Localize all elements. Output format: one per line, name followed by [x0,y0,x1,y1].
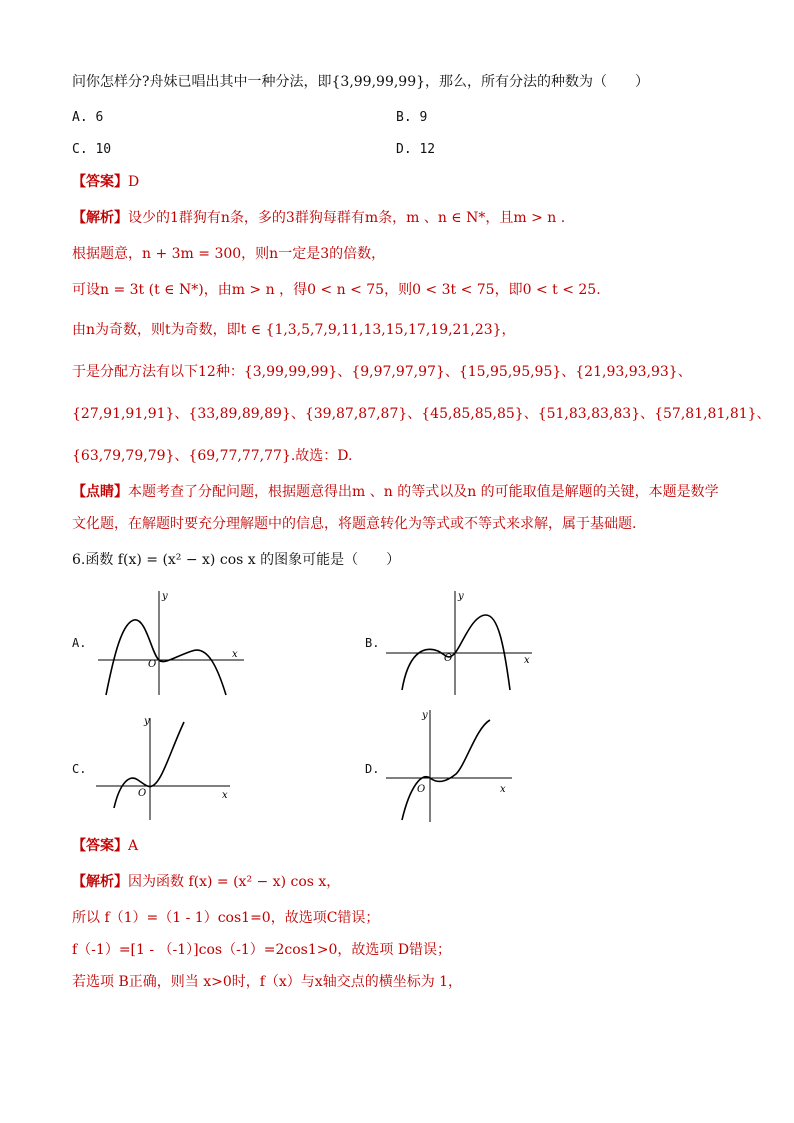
graph-b [382,585,542,697]
q5-option-d: D. 12 [396,142,436,157]
comment-label: 【点睛】 [72,484,128,500]
analysis-label: 【解析】 [72,874,128,890]
y-axis-label: y [422,710,428,721]
q5-analysis-line-4: 由n为奇数，则t为奇数，即t ∈ {1,3,5,7,9,11,13,15,17,19,21,23}， [72,322,516,338]
answer-label: 【答案】 [72,838,128,854]
q5-answer [72,172,139,192]
graph-d [384,706,519,824]
q6-analysis-line-3: f（-1）=[1 - （-1）]cos（-1）=2cos1>0，故选项 D错误； [72,942,452,958]
q5-analysis-line-5: 于是分配方法有以下12种：{3,99,99,99}、{9,97,97,97}、{15,95,95,95}、{21,93,93,93}、 [72,364,692,380]
q6-stem: 6.函数 f(x) = (x² − x) cos x 的图象可能是（ ） [72,552,401,568]
y-axis-label: y [458,591,464,602]
x-axis-label: x [500,784,506,795]
x-axis-label: x [232,649,238,660]
graph-a-label: A. [72,636,87,650]
q5-comment-line-2: 文化题，在解题时要充分理解题中的信息，将题意转化为等式或不等式来求解，属于基础题. [72,516,637,532]
q5-option-a: A. 6 [72,110,104,125]
x-axis-label: x [222,790,228,801]
graph-c [92,712,237,822]
y-axis-label: y [162,591,168,602]
q6-answer [72,836,138,856]
q5-comment-line-1 [72,482,719,502]
graph-d-label: D. [365,762,380,776]
q5-analysis-line-2: 根据题意，n + 3m = 300，则n一定是3的倍数， [72,246,386,262]
origin-label: O [444,653,453,664]
q6-analysis-line-2: 所以 f（1）=（1 - 1）cos1=0，故选项C错误； [72,910,380,926]
q5-stem: 问你怎样分?舟妹已唱出其中一种分法，即{3,99,99,99}，那么，所有分法的种数为（ ） [72,74,650,90]
origin-label: O [138,788,147,799]
q6-analysis-line-1 [72,872,340,892]
comment-text: 本题考查了分配问题，根据题意得出m 、n 的等式以及n 的可能取值是解题的关键，本题是数学 [128,484,719,500]
analysis-text: 因为函数 f(x) = (x² − x) cos x， [128,874,341,890]
graph-b-label: B. [365,636,380,650]
q5-analysis-line-3: 可设n = 3t (t ∈ N*)，由m > n ，得0 < n < 75，则0 < 3t < 75，即0 < t < 25. [72,282,601,298]
analysis-label: 【解析】 [72,210,128,226]
answer-value: A [128,838,139,854]
q5-analysis-line-1 [72,208,565,228]
origin-label: O [148,659,157,670]
q5-analysis-line-6: {27,91,91,91}、{33,89,89,89}、{39,87,87,87}、{45,85,85,85}、{51,83,83,83}、{57,81,81,81}、 [72,406,771,422]
q6-analysis-line-4: 若选项 B正确，则当 x>0时，f（x）与x轴交点的横坐标为 1， [72,974,463,990]
origin-label: O [417,784,426,795]
q5-option-c: C. 10 [72,142,112,157]
graph-a [92,585,252,697]
q5-analysis-line-7: {63,79,79,79}、{69,77,77,77}.故选：D. [72,448,353,464]
answer-value: D [128,174,140,190]
x-axis-label: x [524,655,530,666]
graph-c-label: C. [72,762,87,776]
y-axis-label: y [144,716,150,727]
analysis-text: 设少的1群狗有n条，多的3群狗每群有m条，m 、n ∈ N*，且m > n . [128,210,566,226]
answer-label: 【答案】 [72,174,128,190]
q5-option-b: B. 9 [396,110,428,125]
